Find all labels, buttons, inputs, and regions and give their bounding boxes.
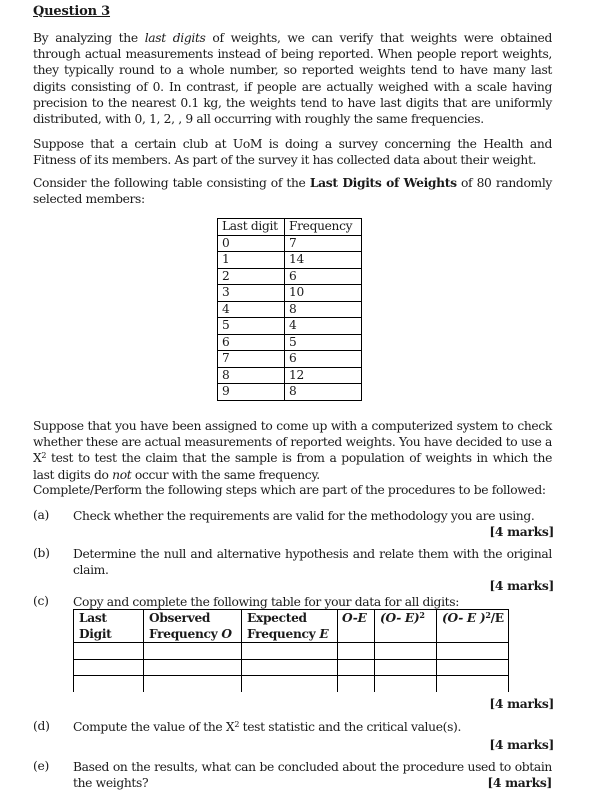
header-chi-square-contribution: (O- E )$^2$/E <box>437 610 509 643</box>
table-row <box>218 384 362 401</box>
digit-cell: 5 <box>218 318 285 335</box>
header-frequency: Frequency <box>285 219 362 236</box>
empty-cell[interactable] <box>338 659 375 676</box>
empty-cell[interactable] <box>338 643 375 660</box>
empty-cell[interactable] <box>375 659 437 676</box>
digit-cell: 8 <box>218 367 285 384</box>
frequency-cell: 4 <box>285 318 362 335</box>
empty-cell[interactable] <box>74 659 144 676</box>
table-row <box>218 285 362 302</box>
table-row <box>218 334 362 351</box>
frequency-cell: 7 <box>285 235 362 252</box>
part-a-marks: [4 marks] <box>489 524 554 539</box>
part-c-label: (c) <box>33 594 49 608</box>
empty-cell[interactable] <box>74 676 144 692</box>
empty-cell[interactable] <box>242 643 338 660</box>
frequency-cell: 6 <box>285 351 362 368</box>
last-digit-frequency-table <box>217 218 362 401</box>
part-d-label: (d) <box>33 719 50 733</box>
part-a-text: Check whether the requirements are valid for the methodology you are using. <box>73 509 535 523</box>
question-title: Question 3 <box>33 4 111 19</box>
frequency-cell: 6 <box>285 268 362 285</box>
empty-cell[interactable] <box>375 643 437 660</box>
frequency-cell: 8 <box>285 301 362 318</box>
table-row <box>218 252 362 269</box>
intro-paragraph-2: Suppose that a certain club at UoM is doing a survey concerning the Health and Fitness of its members. As part of the survey it has collected data about their weight. <box>33 137 552 168</box>
empty-cell[interactable] <box>144 643 242 660</box>
part-e-text: Based on the results, what can be concluded about the procedure used to obtain the weights? <box>73 760 552 791</box>
intro-paragraph-1: By analyzing the last digits of weights, we can verify that weights were obtained through actual measurements instead of being reported. When people report weights, they typically round to a whole number, so reported weights tend to have many last digits consisting of 0. In contrast, if people are actually weighed with a scale having precision to the nearest 0.1 kg, the weights tend to have last digits that are uniformly distributed, with 0, 1, 2, , 9 all occurring with roughly the same frequencies. <box>33 31 553 127</box>
empty-cell[interactable] <box>375 676 437 692</box>
part-b-marks: [4 marks] <box>489 578 554 593</box>
digit-cell: 0 <box>218 235 285 252</box>
frequency-cell: 8 <box>285 384 362 401</box>
table-row <box>218 318 362 335</box>
intro-paragraph-3: Consider the following table consisting of the Last Digits of Weights of 80 randomly selected members: <box>33 175 552 207</box>
empty-cell[interactable] <box>144 676 242 692</box>
digit-cell: 6 <box>218 334 285 351</box>
empty-cell[interactable] <box>242 659 338 676</box>
table-row <box>218 301 362 318</box>
part-b-label: (b) <box>33 546 50 560</box>
part-d-marks: [4 marks] <box>489 737 554 752</box>
table-row <box>74 659 509 676</box>
answer-table-header <box>74 610 509 643</box>
empty-cell[interactable] <box>242 676 338 692</box>
part-e-marks: [4 marks] <box>487 775 552 790</box>
digit-cell: 9 <box>218 384 285 401</box>
table-row <box>218 367 362 384</box>
header-observed-frequency: Observed Frequency O <box>144 610 242 643</box>
frequency-cell: 14 <box>285 252 362 269</box>
part-b-text: Determine the null and alternative hypothesis and relate them with the original claim. <box>73 547 552 578</box>
header-last-digit: Last Digit <box>74 610 144 643</box>
scenario-paragraph: Suppose that you have been assigned to come up with a computerized system to check whether these are actual measurements of reported weights. You have decided to use a $X^2$ test to test the claim that the sample is from a population of weights in which the last digits do not occur with the same frequency. <box>33 419 552 482</box>
header-o-minus-e-squared: (O- E)$^2$ <box>375 610 437 643</box>
header-o-minus-e: O-E <box>338 610 375 643</box>
digit-cell: 1 <box>218 252 285 269</box>
table-row <box>218 235 362 252</box>
table-row <box>74 676 509 692</box>
empty-cell[interactable] <box>144 659 242 676</box>
digit-cell: 3 <box>218 285 285 302</box>
part-d-text: Compute the value of the $X^2$ test statistic and the critical value(s). <box>73 720 462 734</box>
digit-cell: 4 <box>218 301 285 318</box>
table-row <box>218 351 362 368</box>
table-row <box>218 268 362 285</box>
part-e-label: (e) <box>33 759 49 773</box>
empty-cell[interactable] <box>338 676 375 692</box>
empty-cell[interactable] <box>74 643 144 660</box>
table-header-row <box>218 219 362 236</box>
empty-cell[interactable] <box>437 659 509 676</box>
table-row <box>74 643 509 660</box>
frequency-cell: 12 <box>285 367 362 384</box>
chi-square-answer-table <box>73 609 509 692</box>
part-c-marks: [4 marks] <box>489 696 554 711</box>
header-last-digit: Last digit <box>218 219 285 236</box>
digit-cell: 2 <box>218 268 285 285</box>
empty-cell[interactable] <box>437 676 509 692</box>
empty-cell[interactable] <box>437 643 509 660</box>
frequency-cell: 10 <box>285 285 362 302</box>
header-expected-frequency: Expected Frequency E <box>242 610 338 643</box>
part-a-label: (a) <box>33 508 50 522</box>
part-c-text: Copy and complete the following table for your data for all digits: <box>73 595 460 609</box>
instructions-paragraph: Complete/Perform the following steps which are part of the procedures to be followed: <box>33 483 546 497</box>
digit-cell: 7 <box>218 351 285 368</box>
frequency-cell: 5 <box>285 334 362 351</box>
